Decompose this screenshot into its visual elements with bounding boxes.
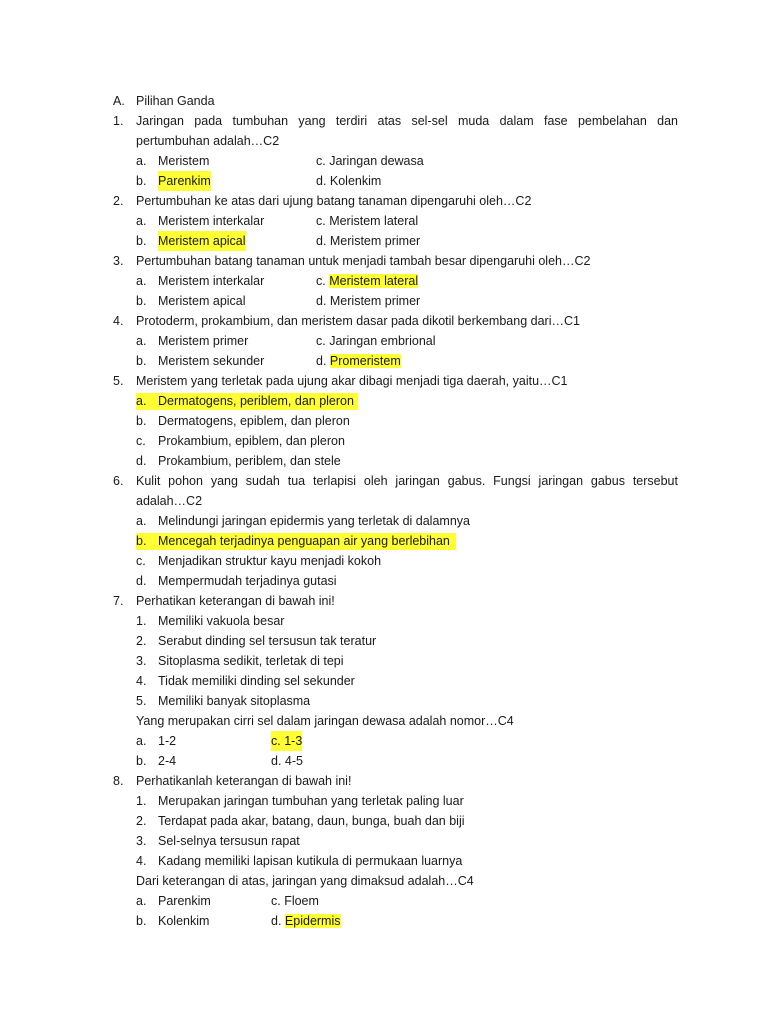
question-number: 2. bbox=[113, 194, 124, 208]
option-c: Prokambium, epiblem, dan pleron bbox=[158, 434, 345, 448]
option-marker: a. bbox=[136, 154, 147, 168]
question-text: Protoderm, prokambium, dan meristem dasar pada dikotil berkembang dari…C1 bbox=[136, 314, 580, 328]
question-3 bbox=[0, 251, 768, 271]
question-text: Dari keterangan di atas, jaringan yang dimaksud adalah…C4 bbox=[136, 874, 474, 888]
item-marker: 3. bbox=[136, 654, 147, 668]
option-c: c. Meristem lateral bbox=[316, 214, 419, 228]
option-marker: b. bbox=[136, 754, 147, 768]
option-b: Meristem sekunder bbox=[158, 354, 265, 368]
question-text: Perhatikan keterangan di bawah ini! bbox=[136, 594, 335, 608]
option-d bbox=[271, 911, 341, 931]
q7-question bbox=[0, 711, 768, 731]
option-b-answer: Parenkim bbox=[158, 171, 211, 191]
item-text: Sel-selnya tersusun rapat bbox=[158, 834, 300, 848]
option-a: Parenkim bbox=[158, 894, 211, 908]
option-marker: a. bbox=[136, 894, 147, 908]
item-marker: 1. bbox=[136, 614, 147, 628]
option-marker: b. bbox=[136, 234, 147, 248]
option-marker: d. bbox=[136, 454, 147, 468]
option-b-answer: Meristem apical bbox=[158, 231, 246, 251]
item-text: Kadang memiliki lapisan kutikula di permukaan luarnya bbox=[158, 854, 463, 868]
question-6-cont bbox=[0, 491, 768, 511]
question-text: Kulit pohon yang sudah tua terlapisi oleh jaringan gabus. Fungsi jaringan gabus tersebut bbox=[136, 474, 678, 488]
option-marker: d. bbox=[136, 574, 147, 588]
q6-option-d bbox=[0, 571, 768, 591]
item-marker: 5. bbox=[136, 694, 147, 708]
question-4 bbox=[0, 311, 768, 331]
question-number: 3. bbox=[113, 254, 124, 268]
option-marker: b. bbox=[136, 294, 147, 308]
question-number: 1. bbox=[113, 114, 124, 128]
option-a-answer: Dermatogens, periblem, dan pleron bbox=[158, 394, 354, 408]
option-d bbox=[316, 351, 401, 371]
q7-item-4 bbox=[0, 671, 768, 691]
q4-options-bd bbox=[0, 351, 768, 371]
q8-options-ac bbox=[0, 891, 768, 911]
q8-options-bd bbox=[0, 911, 768, 931]
q8-item-4 bbox=[0, 851, 768, 871]
option-b: Meristem apical bbox=[158, 294, 246, 308]
q3-options-ac bbox=[0, 271, 768, 291]
item-text: Memiliki vakuola besar bbox=[158, 614, 285, 628]
item-marker: 1. bbox=[136, 794, 147, 808]
option-d: d. Kolenkim bbox=[316, 174, 382, 188]
item-marker: 2. bbox=[136, 814, 147, 828]
option-d-answer: Promeristem bbox=[329, 354, 401, 368]
option-marker: a. bbox=[136, 734, 147, 748]
question-number: 8. bbox=[113, 774, 124, 788]
item-marker: 3. bbox=[136, 834, 147, 848]
option-a: Meristem interkalar bbox=[158, 214, 265, 228]
question-text: Pertumbuhan ke atas dari ujung batang tanaman dipengaruhi oleh…C2 bbox=[136, 194, 532, 208]
item-marker: 4. bbox=[136, 674, 147, 688]
q8-question bbox=[0, 871, 768, 891]
q5-option-b bbox=[0, 411, 768, 431]
option-b: 2-4 bbox=[158, 754, 177, 768]
option-a: 1-2 bbox=[158, 734, 177, 748]
option-marker: d. bbox=[271, 914, 282, 928]
option-a: Melindungi jaringan epidermis yang terletak di dalamnya bbox=[158, 514, 470, 528]
question-2 bbox=[0, 191, 768, 211]
option-c: c. Floem bbox=[271, 894, 319, 908]
question-number: 6. bbox=[113, 474, 124, 488]
option-marker: a. bbox=[136, 334, 147, 348]
question-text: adalah…C2 bbox=[136, 494, 203, 508]
option-d: d. Meristem primer bbox=[316, 294, 421, 308]
section-title: Pilihan Ganda bbox=[136, 94, 215, 108]
question-1-cont bbox=[0, 131, 768, 151]
item-text: Terdapat pada akar, batang, daun, bunga, buah dan biji bbox=[158, 814, 465, 828]
option-marker: c. bbox=[271, 734, 281, 748]
option-marker: b. bbox=[136, 174, 147, 188]
option-c: c. Jaringan dewasa bbox=[316, 154, 424, 168]
q5-option-d bbox=[0, 451, 768, 471]
option-a: Meristem interkalar bbox=[158, 274, 265, 288]
q1-options-ac bbox=[0, 151, 768, 171]
q8-item-2 bbox=[0, 811, 768, 831]
question-7 bbox=[0, 591, 768, 611]
option-d: Prokambium, periblem, dan stele bbox=[158, 454, 341, 468]
option-marker: c. bbox=[136, 434, 146, 448]
question-text: Jaringan pada tumbuhan yang terdiri atas sel-sel muda dalam fase pembelahan dan bbox=[136, 114, 678, 128]
option-c-answer bbox=[271, 731, 302, 751]
item-marker: 2. bbox=[136, 634, 147, 648]
option-d: d. Meristem primer bbox=[316, 234, 421, 248]
q1-options-bd bbox=[0, 171, 768, 191]
q3-options-bd bbox=[0, 291, 768, 311]
question-8 bbox=[0, 771, 768, 791]
section-header bbox=[0, 91, 768, 111]
option-a: Meristem primer bbox=[158, 334, 249, 348]
q7-options-bd bbox=[0, 751, 768, 771]
item-text: Merupakan jaringan tumbuhan yang terletak paling luar bbox=[158, 794, 464, 808]
option-marker: c. bbox=[316, 274, 326, 288]
question-5 bbox=[0, 371, 768, 391]
option-marker: a. bbox=[136, 214, 147, 228]
question-number: 5. bbox=[113, 374, 124, 388]
item-text: Tidak memiliki dinding sel sekunder bbox=[158, 674, 355, 688]
q6-option-c bbox=[0, 551, 768, 571]
section-marker: A. bbox=[113, 94, 125, 108]
question-number: 4. bbox=[113, 314, 124, 328]
q5-option-a bbox=[0, 391, 768, 411]
q8-item-3 bbox=[0, 831, 768, 851]
q7-options-ac bbox=[0, 731, 768, 751]
q7-item-5 bbox=[0, 691, 768, 711]
question-text: Perhatikanlah keterangan di bawah ini! bbox=[136, 774, 352, 788]
option-c: Menjadikan struktur kayu menjadi kokoh bbox=[158, 554, 382, 568]
q7-item-1 bbox=[0, 611, 768, 631]
option-marker: a. bbox=[136, 274, 147, 288]
option-b: Dermatogens, epiblem, dan pleron bbox=[158, 414, 350, 428]
option-marker: b. bbox=[136, 914, 147, 928]
option-marker: b. bbox=[136, 534, 147, 548]
option-marker: d. bbox=[316, 354, 327, 368]
item-text: Memiliki banyak sitoplasma bbox=[158, 694, 311, 708]
question-number: 7. bbox=[113, 594, 124, 608]
option-d-answer: Epidermis bbox=[284, 914, 341, 928]
q5-option-c bbox=[0, 431, 768, 451]
question-text: Meristem yang terletak pada ujung akar dibagi menjadi tiga daerah, yaitu…C1 bbox=[136, 374, 568, 388]
option-marker: b. bbox=[136, 414, 147, 428]
question-6 bbox=[0, 471, 768, 491]
option-c-text: 1-3 bbox=[284, 734, 303, 748]
option-c-answer: Meristem lateral bbox=[329, 274, 419, 288]
option-a: Meristem bbox=[158, 154, 210, 168]
option-marker: b. bbox=[136, 354, 147, 368]
option-b-answer: Mencegah terjadinya penguapan air yang berlebihan bbox=[158, 534, 450, 548]
q6-option-b bbox=[0, 531, 768, 551]
item-marker: 4. bbox=[136, 854, 147, 868]
q4-options-ac bbox=[0, 331, 768, 351]
q2-options-bd bbox=[0, 231, 768, 251]
option-marker: c. bbox=[136, 554, 146, 568]
option-marker: a. bbox=[136, 514, 147, 528]
question-text: pertumbuhan adalah…C2 bbox=[136, 134, 280, 148]
option-d: d. 4-5 bbox=[271, 754, 303, 768]
question-text: Pertumbuhan batang tanaman untuk menjadi tambah besar dipengaruhi oleh…C2 bbox=[136, 254, 591, 268]
q2-options-ac bbox=[0, 211, 768, 231]
question-text: Yang merupakan cirri sel dalam jaringan dewasa adalah nomor…C4 bbox=[136, 714, 514, 728]
option-c bbox=[316, 271, 418, 291]
q7-item-2 bbox=[0, 631, 768, 651]
option-d: Mempermudah terjadinya gutasi bbox=[158, 574, 337, 588]
option-marker: a. bbox=[136, 394, 147, 408]
q8-item-1 bbox=[0, 791, 768, 811]
q7-item-3 bbox=[0, 651, 768, 671]
item-text: Sitoplasma sedikit, terletak di tepi bbox=[158, 654, 344, 668]
question-1 bbox=[0, 111, 768, 131]
option-c: c. Jaringan embrional bbox=[316, 334, 436, 348]
item-text: Serabut dinding sel tersusun tak teratur bbox=[158, 634, 377, 648]
q6-option-a bbox=[0, 511, 768, 531]
option-b: Kolenkim bbox=[158, 914, 210, 928]
